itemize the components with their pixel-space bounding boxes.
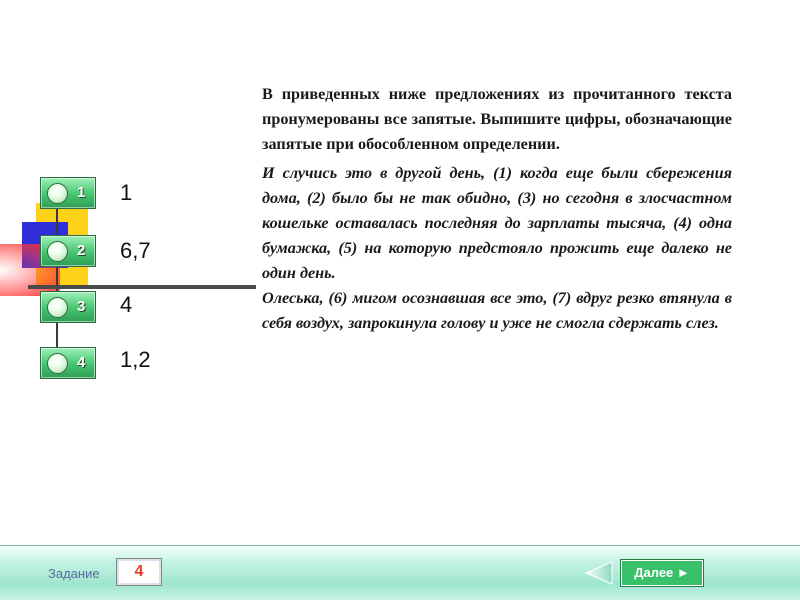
radio-icon bbox=[47, 297, 68, 318]
option-text-4: 1,2 bbox=[120, 347, 151, 372]
option-text-2: 6,7 bbox=[120, 238, 151, 263]
decor-horizontal-line bbox=[28, 285, 256, 289]
radio-icon bbox=[47, 241, 68, 262]
option-number: 3 bbox=[77, 298, 86, 315]
task-label: Задание bbox=[48, 566, 100, 581]
bottom-bar bbox=[0, 545, 800, 600]
next-button[interactable]: Далее ► bbox=[621, 560, 703, 586]
option-text-3: 4 bbox=[120, 292, 133, 317]
option-number: 4 bbox=[77, 354, 86, 371]
back-arrow-icon[interactable] bbox=[584, 560, 614, 586]
option-button-1[interactable] bbox=[40, 177, 96, 209]
task-number-box: 4 bbox=[116, 558, 162, 586]
option-button-4[interactable] bbox=[40, 347, 96, 379]
decor-vertical-line bbox=[56, 190, 58, 350]
radio-icon bbox=[47, 353, 68, 374]
task-excerpt-1: И случись это в другой день, (1) когда еще были сбережения дома, (2) было бы не так обидно, (3) но сегодня в злосчастном кошельке оставалась последняя до зарплаты тысяча, (4) одна бумажка, (5) на которую предстояло прожить еще далеко не один день. bbox=[262, 164, 732, 282]
radio-icon bbox=[47, 183, 68, 204]
option-button-2[interactable] bbox=[40, 235, 96, 267]
option-button-3[interactable] bbox=[40, 291, 96, 323]
task-excerpt-2: Олеська, (6) мигом осознавшая все это, (7) вдруг резко втянула в себя воздух, запрокинула голову и уже не смогла сдержать слез. bbox=[262, 289, 732, 332]
option-number: 2 bbox=[77, 242, 86, 259]
task-question: В приведенных ниже предложениях из прочитанного текста пронумерованы все запятые. Выпишите цифры, обозначающие запятые при обособленном определении. bbox=[262, 85, 732, 153]
task-text-block bbox=[262, 82, 732, 336]
option-number: 1 bbox=[77, 184, 86, 201]
option-text-1: 1 bbox=[120, 180, 133, 205]
